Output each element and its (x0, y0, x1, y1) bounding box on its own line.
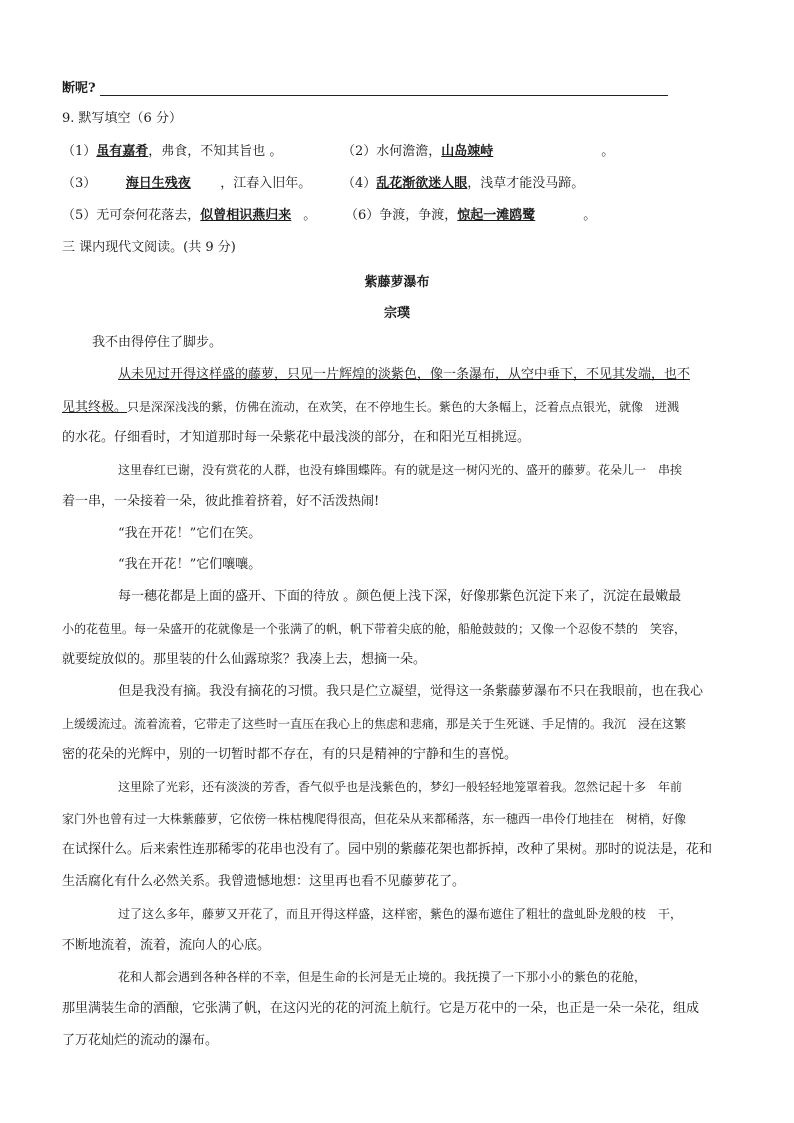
paragraph-line (62, 810, 686, 828)
item-1-rest: ，弗食，不知其旨也 。 (148, 144, 283, 159)
paragraph-line: 着一串，一朵接着一朵，彼此推着挤着，好不活泼热闹! (62, 494, 380, 509)
paragraph-line: 生活腐化有什么必然关系。我曾遗憾地想：这里再也看不见藤萝花了。 (62, 874, 466, 889)
paragraph-line: 从未见过开得这样盛的藤萝，只见一片辉煌的淡紫色，像一条瀑布，从空中垂下，不见其发端，也不 (118, 367, 691, 382)
paragraph-line: 了万花灿烂的流动的瀑布。 (62, 1033, 219, 1048)
item-3-rest: ，江春入旧年。 (220, 176, 312, 191)
paragraph-text: 上缓缓流过。流着流着，它带走了这些时一直压在我心上的焦虑和悲痛，那是关于生死谜、手足情的。我沉 (62, 717, 627, 731)
q9-row-1-right (342, 143, 614, 161)
paragraph-text: 小的花苞里。每一朵盛开的花就像是一个张满了的帆，帆下带着尖底的舱，船舱鼓鼓的；又像一个忍俊不禁的 (62, 622, 639, 636)
item-5-answer: 似曾相识燕归来 (200, 208, 292, 223)
paragraph-text: 这里春红已谢，没有赏花的人群，也没有蜂围蝶阵。有的就是这一树闪光的、盛开的藤萝。花朵儿一 (118, 463, 647, 477)
paragraph-text: 年前 (658, 780, 683, 794)
paragraph-line: 每一穗花都是上面的盛开、下面的待放 。颜色便上浅下深，好像那紫色沉淀下来了，沉淀在最嫩最 (118, 589, 682, 604)
item-4-answer: 乱花渐欲迷人眼 (376, 176, 468, 191)
q9-row-3 (62, 207, 316, 225)
paragraph-text: 浸在这繁 (638, 717, 687, 731)
paragraph-text: 笑容， (650, 622, 687, 636)
previous-question-tail (62, 80, 96, 98)
q9-row-3-right (345, 207, 596, 225)
paragraph-line: 但是我没有摘。我没有摘花的习惯。我只是伫立凝望，觉得这一条紫藤萝瀑布不只在我眼前，也在我心 (118, 684, 704, 699)
paragraph-line (62, 620, 686, 638)
q9-row-2-right (342, 175, 584, 193)
article-author: 宗璞 (383, 306, 410, 321)
item-5-text: （5）无可奈何花落去， (62, 208, 201, 223)
paragraph-line: 不断地流着，流着，流向人的心底。 (62, 938, 271, 953)
paragraph-line: 在试探什么。后来索性连那稀零的花串也没有了。园中别的紫藤花架也都拆掉，改种了果树。那时的说法是，花和 (62, 842, 713, 857)
paragraph-text: 过了这么多年，藤萝又开花了，而且开得这样盛，这样密，紫色的瀑布遮住了粗壮的盘虬卧龙般的枝 (118, 907, 647, 921)
q9-row-1 (62, 143, 282, 161)
article-title: 紫藤萝瀑布 (364, 275, 430, 290)
paragraph-line (62, 715, 686, 733)
paragraph-line (62, 398, 679, 417)
paragraph-text: 这里除了光彩，还有淡淡的芳香，香气似乎也是浅紫色的，梦幻一般轻轻地笼罩着我。忽然记起十多 (118, 780, 647, 794)
paragraph-text: 家门外也曾有过一大株紫藤萝，它依傍一株枯槐爬得很高，但花朵从来都稀落，东一穗西一串伶仃地挂在 (62, 812, 615, 826)
paragraph-text: 迸溅 (655, 400, 680, 414)
item-3-answer: 海日生残夜 (125, 176, 191, 191)
question-9-title: 9. 默写填空（6 分） (62, 111, 182, 126)
section-3-heading: 三 课内现代文阅读。(共 9 分) (62, 240, 236, 255)
item-6-end: 。 (583, 208, 597, 223)
item-3-number: （3） (62, 176, 97, 191)
item-2-answer: 山岛竦峙 (441, 144, 494, 159)
q9-row-2 (62, 175, 311, 193)
item-6-answer: 惊起一滩鸥鹭 (457, 208, 536, 223)
paragraph-line: 我不由得停住了脚步。 (92, 335, 223, 350)
paragraph-line: 的水花。仔细看时，才知道那时每一朵紫花中最浅淡的部分，在和阳光互相挑逗。 (62, 430, 531, 445)
paragraph-text: 干， (658, 907, 683, 921)
paragraph-line (118, 461, 682, 479)
paragraph-text: 树梢，好像 (626, 812, 687, 826)
item-5-end: 。 (303, 208, 317, 223)
paragraph-text: 串挨 (658, 463, 683, 477)
answer-blank-line (100, 95, 668, 96)
paragraph-line: “我在开花！”它们嚷嚷。 (118, 557, 262, 572)
paragraph-line (118, 778, 682, 796)
paragraph-line: 那里满装生命的酒酿，它张满了帆，在这闪光的花的河流上航行。它是万花中的一朵，也正是一朵一朵花，组成 (62, 1001, 700, 1016)
paragraph-line: “我在开花！”它们在笑。 (118, 526, 262, 541)
paragraph-line: 花和人都会遇到各种各样的不幸，但是生命的长河是无止境的。我抚摸了一下那小小的紫色的花舱， (118, 970, 647, 984)
item-4-rest: ，浅草才能没马蹄。 (467, 176, 585, 191)
underlined-text: 见其终极。 (62, 400, 128, 415)
item-2-text: （2）水何澹澹， (342, 144, 442, 159)
paragraph-line (118, 905, 682, 923)
item-1-answer: 虽有嘉肴 (96, 144, 149, 159)
previous-question-text: 断呢? (62, 81, 96, 96)
item-4-number: （4） (342, 176, 377, 191)
paragraph-line: 就要绽放似的。那里装的什么仙露琼浆？我凑上去，想摘一朵。 (62, 652, 427, 667)
item-2-end: 。 (601, 144, 615, 159)
item-1-number: （1） (62, 144, 97, 159)
paragraph-text: 只是深深浅浅的紫，仿佛在流动，在欢笑，在不停地生长。紫色的大条幅上，泛着点点银光，就像 (127, 400, 644, 414)
item-6-text: （6）争渡，争渡， (345, 208, 458, 223)
paragraph-line: 密的花朵的光辉中，别的一切暂时都不存在，有的只是精神的宁静和生的喜悦。 (62, 747, 518, 762)
